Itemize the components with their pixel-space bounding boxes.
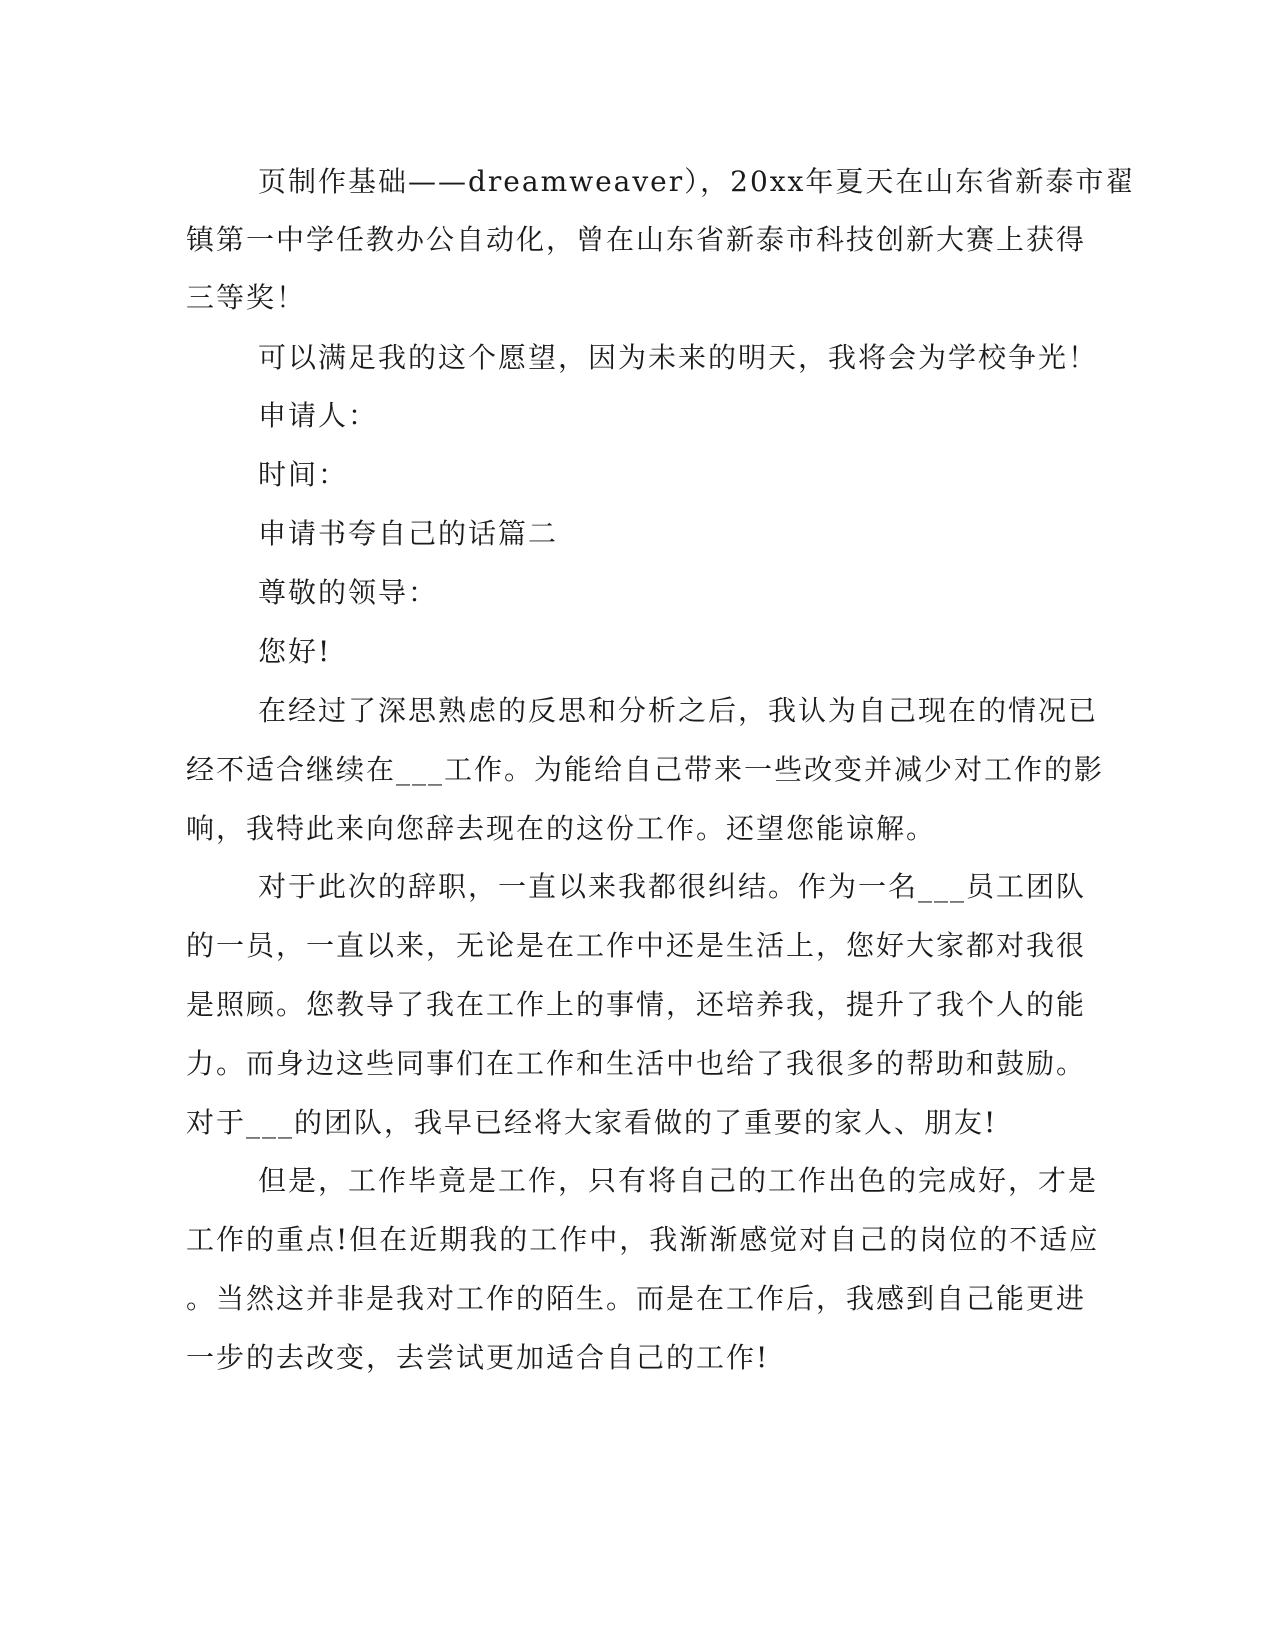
text-line: 镇第一中学任教办公自动化，曾在山东省新泰市科技创新大赛上获得 <box>186 223 1087 256</box>
text-line: 经不适合继续在___工作。为能给自己带来一些改变并减少对工作的影 <box>186 753 1105 786</box>
text-line: 可以满足我的这个愿望，因为未来的明天，我将会为学校争光！ <box>258 341 1099 374</box>
text-line: 在经过了深思熟虑的反思和分析之后，我认为自己现在的情况已 <box>258 694 1099 727</box>
text-line: 。当然这并非是我对工作的陌生。而是在工作后，我感到自己能更进 <box>186 1282 1087 1315</box>
text-line: 对于___的团队，我早已经将大家看做的了重要的家人、朋友! <box>186 1106 998 1139</box>
salutation: 尊敬的领导： <box>258 576 439 609</box>
text-line: 三等奖！ <box>186 281 307 314</box>
date-label: 时间： <box>258 458 349 491</box>
text-line: 的一员，一直以来，无论是在工作中还是生活上，您好大家都对我很 <box>186 929 1087 962</box>
text-line: 工作的重点!但在近期我的工作中，我渐渐感觉对自己的岗位的不适应 <box>186 1223 1100 1256</box>
text-line: 力。而身边这些同事们在工作和生活中也给了我很多的帮助和鼓励。 <box>186 1047 1087 1080</box>
applicant-label: 申请人： <box>258 399 379 432</box>
text-line: 页制作基础——dreamweaver），20xx年夏天在山东省新泰市翟 <box>258 165 1136 198</box>
text-line: 是照顾。您教导了我在工作上的事情，还培养我，提升了我个人的能 <box>186 988 1087 1021</box>
text-line: 对于此次的辞职，一直以来我都很纠结。作为一名___员工团队 <box>258 870 1087 903</box>
section-heading: 申请书夸自己的话篇二 <box>258 517 559 550</box>
text-line: 一步的去改变，去尝试更加适合自己的工作! <box>186 1341 770 1374</box>
text-line: 但是，工作毕竟是工作，只有将自己的工作出色的完成好，才是 <box>258 1164 1099 1197</box>
text-line: 响，我特此来向您辞去现在的这份工作。还望您能谅解。 <box>186 812 937 845</box>
greeting: 您好! <box>258 635 332 668</box>
